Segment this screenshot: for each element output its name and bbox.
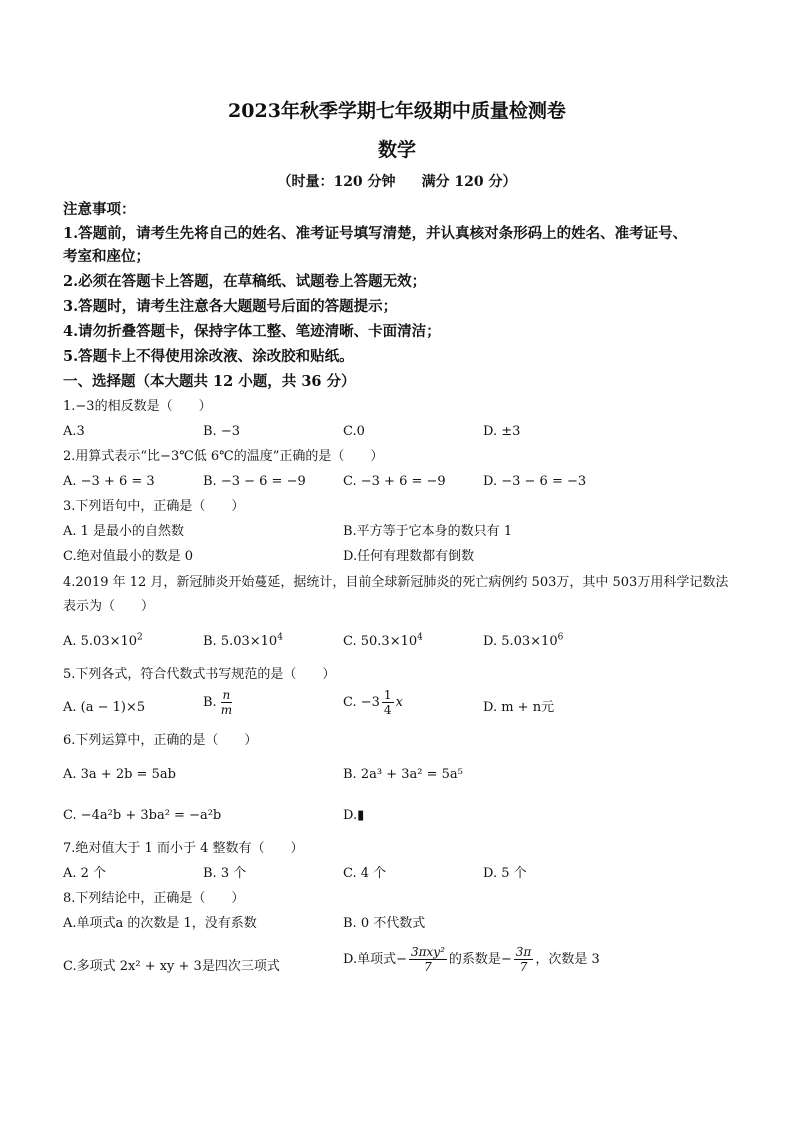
denominator: 7	[519, 960, 528, 974]
option-b-exponent: 4	[277, 632, 283, 643]
option-c	[343, 688, 403, 717]
numerator: 3πxy²	[411, 945, 445, 959]
option-c: C.0	[343, 424, 365, 439]
fraction	[382, 688, 394, 717]
option-a: A. −3 + 6 = 3	[63, 474, 155, 489]
question-3-options-row2	[63, 547, 743, 569]
option-c: C. −3 + 6 = −9	[343, 474, 446, 489]
option-d: D.任何有理数都有倒数	[343, 549, 475, 564]
option-c: C.绝对值最小的数是 0	[63, 549, 194, 564]
option-c-exponent: 4	[417, 632, 423, 643]
option-b: B. 3 个	[203, 866, 247, 881]
option-d	[483, 632, 563, 652]
option-d: D.▮	[343, 808, 365, 823]
full-score: 满分 120 分）	[421, 174, 517, 190]
option-a-base: A. 5.03×10	[63, 634, 138, 649]
question-6-stem: 6.下列运算中，正确的是（ ）	[63, 733, 258, 748]
question-6-options-row1	[63, 765, 743, 787]
option-a: A. 3a + 2b = 5ab	[63, 767, 176, 782]
option-c: C.多项式 2x² + xy + 3是四次三项式	[63, 959, 280, 974]
question-4-stem: 4.2019 年 12 月，新冠肺炎开始蔓延，据统计，目前全球新冠肺炎的死亡病例约 503万，其中 503万用科学记数法表示为（ ）	[63, 575, 729, 614]
time-limit: （时量：120 分钟	[277, 174, 396, 190]
fraction	[219, 688, 234, 717]
variable: x	[395, 695, 403, 710]
fraction	[514, 945, 534, 974]
numerator: n	[222, 688, 231, 702]
denominator: 4	[383, 703, 392, 717]
option-a: A. 1 是最小的自然数	[63, 524, 185, 539]
option-c	[343, 632, 423, 652]
option-b: B. 2a³ + 3a² = 5a⁵	[343, 767, 463, 782]
numerator: 1	[383, 688, 392, 702]
option-d: D. −3 − 6 = −3	[483, 474, 587, 489]
question-3-options-row1	[63, 522, 743, 544]
option-d-label: D.单项式−	[343, 952, 407, 967]
question-2-options	[63, 472, 743, 494]
option-a: A.3	[63, 424, 85, 439]
question-3-stem: 3.下列语句中，正确是（ ）	[63, 499, 245, 514]
option-a	[63, 632, 143, 652]
note-item: 5.答题卡上不得使用涂改液、涂改胶和贴纸。	[63, 348, 354, 365]
option-a: A. 2 个	[63, 866, 107, 881]
option-b: B. −3 − 6 = −9	[203, 474, 306, 489]
note-item: 考室和座位；	[63, 248, 150, 265]
question-6-options-row2	[63, 806, 743, 828]
option-d-suffix: ，次数是 3	[535, 952, 600, 967]
note-item: 3.答题时，请考生注意各大题题号后面的答题提示；	[63, 298, 398, 315]
question-8-options-row2	[63, 945, 743, 985]
question-8-stem: 8.下列结论中，正确是（ ）	[63, 891, 245, 906]
section-heading: 一、选择题（本大题共 12 小题，共 36 分）	[63, 373, 356, 390]
question-5-options	[63, 688, 743, 728]
question-4-options	[63, 632, 743, 654]
option-d: D. m + n元	[483, 700, 555, 715]
option-d-middle: 的系数是−	[448, 952, 512, 967]
option-d	[343, 945, 600, 974]
question-7-stem: 7.绝对值大于 1 而小于 4 整数有（ ）	[63, 841, 304, 856]
notes-heading: 注意事项：	[63, 201, 136, 218]
exam-title: 2023年秋季学期七年级期中质量检测卷	[228, 100, 566, 122]
question-8-options-row1	[63, 914, 743, 936]
option-c-label: C. −3	[343, 695, 380, 710]
note-item: 2.必须在答题卡上答题，在草稿纸、试题卷上答题无效；	[63, 273, 427, 290]
question-1-stem: 1.−3的相反数是（ ）	[63, 399, 212, 414]
option-b-base: B. 5.03×10	[203, 634, 278, 649]
option-b	[203, 632, 283, 652]
option-b: B.平方等于它本身的数只有 1	[343, 524, 513, 539]
option-b: B. 0 不代数式	[343, 916, 426, 931]
option-d-base: D. 5.03×10	[483, 634, 558, 649]
option-d: D. 5 个	[483, 866, 527, 881]
denominator: m	[220, 703, 233, 717]
subject-title: 数学	[377, 139, 416, 161]
option-a: A. (a − 1)×5	[63, 700, 146, 715]
option-d: D. ±3	[483, 424, 521, 439]
denominator: 7	[424, 960, 432, 974]
option-a: A.单项式a 的次数是 1，没有系数	[63, 916, 257, 931]
question-1-options	[63, 422, 743, 444]
option-d-exponent: 6	[557, 632, 564, 643]
question-2-stem: 2.用算式表示“比−3℃低 6℃的温度”正确的是（ ）	[63, 449, 384, 464]
option-c: C. −4a²b + 3ba² = −a²b	[63, 808, 222, 823]
note-item: 1.答题前，请考生先将自己的姓名、准考证号填写清楚，并认真核对条形码上的姓名、准考证号、	[63, 225, 688, 242]
option-b	[203, 688, 236, 717]
numerator: 3π	[515, 945, 532, 959]
option-a-exponent: 2	[137, 632, 143, 643]
option-b: B. −3	[203, 424, 240, 439]
option-c: C. 4 个	[343, 866, 387, 881]
fraction	[409, 945, 447, 974]
exam-meta	[0, 172, 794, 192]
option-c-base: C. 50.3×10	[343, 634, 418, 649]
question-5-stem: 5.下列各式，符合代数式书写规范的是（ ）	[63, 667, 336, 682]
question-7-options	[63, 864, 743, 886]
option-b-label: B.	[203, 695, 217, 710]
note-item: 4.请勿折叠答题卡，保持字体工整、笔迹清晰、卡面清洁；	[63, 323, 441, 340]
